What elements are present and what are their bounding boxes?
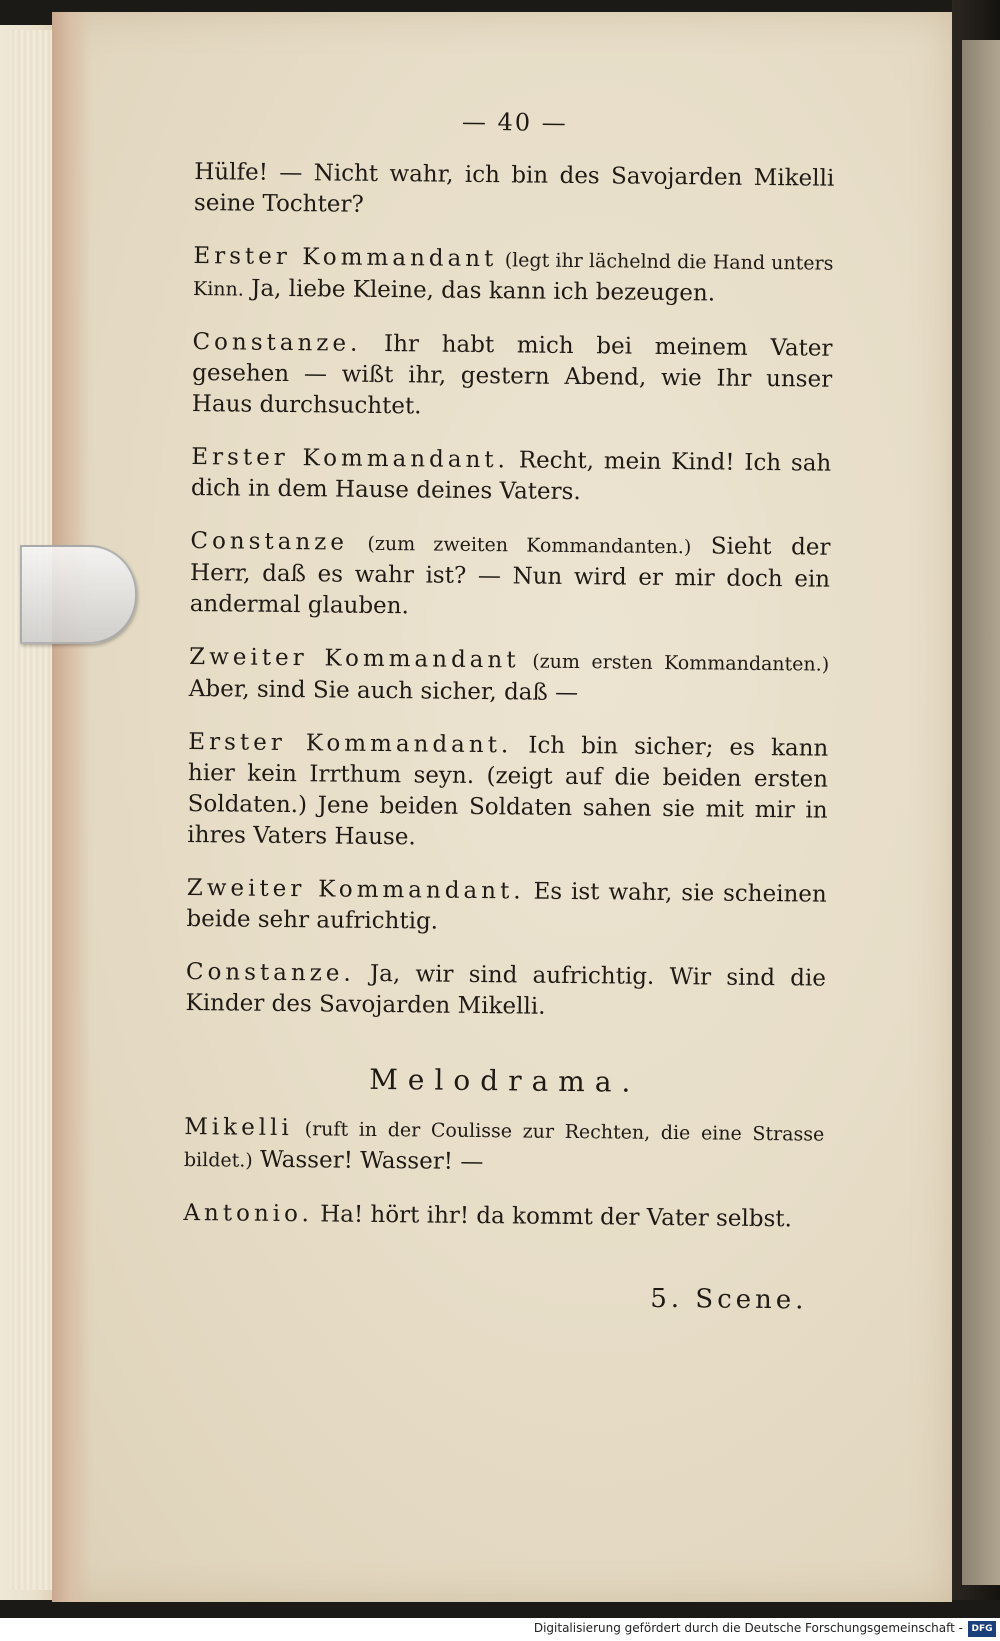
dialogue-paragraph xyxy=(193,241,834,312)
page-number: — 40 — xyxy=(461,107,568,137)
speaker-name: Constanze. xyxy=(185,958,355,987)
dialogue-text: Aber, sind Sie auch sicher, daß — xyxy=(188,675,579,707)
speaker-name: Constanze xyxy=(190,527,349,556)
dialogue-paragraph xyxy=(183,1198,823,1236)
bookmark-clip xyxy=(20,545,137,644)
dialogue-paragraph xyxy=(194,157,835,226)
footer-credit: Digitalisierung gefördert durch die Deutsche Forschungsgemeinschaft - xyxy=(533,1621,963,1635)
dialogue-text: Es ist wahr, sie scheinen beide sehr aufrichtig. xyxy=(186,878,827,935)
stage-direction: (legt ihr lächelnd die Hand unters Kinn. xyxy=(192,249,834,301)
speaker-name: Zweiter Kommandant. xyxy=(186,874,525,905)
dialogue-text: Hülfe! — Nicht wahr, ich bin des Savojarden Mikelli seine Tochter? xyxy=(193,158,835,218)
speaker-name: Erster Kommandant. xyxy=(188,728,513,759)
dialogue-text: Ja, wir sind aufrichtig. Wir sind die Kinder des Savojarden Mikelli. xyxy=(185,960,827,1020)
dialogue-paragraph xyxy=(192,327,833,427)
speaker-name: Erster Kommandant. xyxy=(191,443,510,474)
scene-marker: 5. Scene. xyxy=(650,1283,808,1316)
stage-direction: (zum zweiten Kommandanten.) xyxy=(367,532,692,559)
speaker-name: Erster Kommandant xyxy=(193,242,498,273)
speaker-name: Mikelli xyxy=(184,1113,293,1142)
dialogue-paragraph xyxy=(186,873,827,942)
speaker-name: Antonio. xyxy=(183,1199,313,1228)
dialogue-paragraph xyxy=(190,526,831,627)
digitization-footer xyxy=(0,1618,1000,1641)
page-gutter xyxy=(52,12,90,1602)
dialogue-block-after-heading xyxy=(183,1112,824,1236)
dfg-logo: DFG xyxy=(968,1621,996,1637)
dialogue-paragraph xyxy=(191,442,832,511)
dialogue-block xyxy=(185,157,834,1026)
dialogue-paragraph xyxy=(185,957,826,1026)
dialogue-paragraph xyxy=(187,727,828,858)
dialogue-paragraph xyxy=(184,1112,825,1183)
dialogue-text: Ja, liebe Kleine, das kann ich bezeugen. xyxy=(251,275,716,307)
speaker-name: Zweiter Kommandant xyxy=(189,643,520,674)
dialogue-text: Sieht der Herr, daß es wahr ist? — Nun wird er mir doch ein andermal glauben. xyxy=(189,533,831,620)
page-text xyxy=(181,105,835,1442)
dialogue-text: Ha! hört ihr! da kommt der Vater selbst. xyxy=(320,1201,793,1233)
speaker-name: Constanze. xyxy=(192,328,362,357)
stage-direction: (ruft in der Coulisse zur Rechten, die eine Strasse bildet.) xyxy=(183,1118,825,1172)
dialogue-text: Ihr habt mich bei meinem Vater gesehen — wißt ihr, gestern Abend, wie Ihr unser Haus durchsuchtet. xyxy=(191,330,833,420)
dialogue-text: Ich bin sicher; es kann hier kein Irrthum seyn. (zeigt auf die beiden ersten Soldaten.) Jene beiden Soldaten sahen sie mit mir in ihres Vaters Hause. xyxy=(187,732,829,851)
stage-direction: (zum ersten Kommandanten.) xyxy=(532,650,830,676)
dialogue-text: Wasser! Wasser! — xyxy=(259,1146,484,1176)
dialogue-paragraph xyxy=(189,642,830,712)
next-page-edge xyxy=(962,40,1000,1585)
section-heading: Melodrama. xyxy=(369,1062,641,1099)
dialogue-text: Recht, mein Kind! Ich sah dich in dem Hause deines Vaters. xyxy=(190,447,832,506)
page-stack-edges xyxy=(10,30,55,1590)
